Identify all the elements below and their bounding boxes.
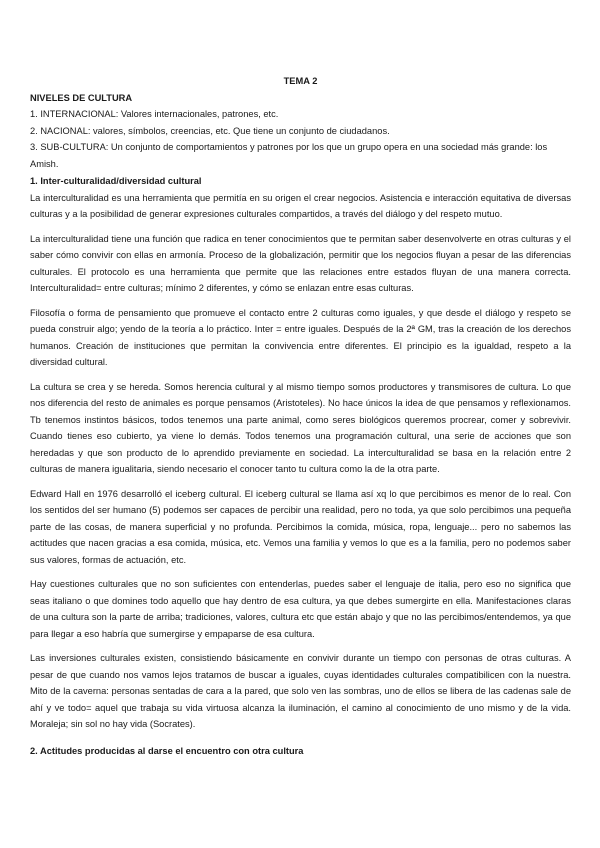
section-heading: NIVELES DE CULTURA: [30, 92, 133, 103]
level-item-national: 2. NACIONAL: valores, símbolos, creencias, etc. Que tiene un conjunto de ciudadanos.: [30, 125, 390, 136]
heading-interculturality: 1. Inter-culturalidad/diversidad cultural: [30, 176, 202, 186]
paragraph: La cultura se crea y se hereda. Somos herencia cultural y al mismo tiempo somos productores y transmisores de cultura. Lo que nos diferencia del resto de animales es porque pensamos (Aristoteles). No hace únicos la idea de que pensamos y reflexionamos. Tb tenemos instintos básicos, todos tenemos una parte animal, como seres biológicos queremos procrear, comer y sobrevivir. Cuando tienes eso cubierto, ya viene lo demás. Todos tenemos una programación cultural, una serie de acciones que son heredadas y que son producto de lo aprendido previamente en sociedad. La interculturalidad se basa en la relación entre 2 culturas de manera igualitaria, siendo necesario el conocer tanto tu cultura como la de la otra parte.: [30, 381, 571, 474]
paragraph: La interculturalidad es una herramienta que permitía en su origen el crear negocios. Asistencia e interacción equitativa de diversas culturas y a la posibilidad de generar expresiones culturales compartidos, a través del diálogo y del respeto mutuo.: [30, 192, 571, 219]
level-item-subculture: 3. SUB-CULTURA: Un conjunto de comportamientos y patrones por los que un grupo opera en una sociedad más grande: los Amish.: [30, 142, 548, 169]
document-page: [30, 73, 571, 759]
paragraph: Filosofía o forma de pensamiento que promueve el contacto entre 2 culturas como iguales, y que desde el diálogo y respeto se pueda construir algo; yendo de la teoría a lo práctico. Inter = entre iguales. Después de la 2ª GM, tras la creación de los derechos humanos. Creación de instituciones que permitan la convivencia entre diferentes. El principio es la igualdad, respeto a la diversidad cultural.: [30, 307, 571, 367]
level-item-international: 1. INTERNACIONAL: Valores internacionales, patrones, etc.: [30, 109, 279, 119]
heading-attitudes: 2. Actitudes producidas al darse el encuentro con otra cultura: [30, 745, 304, 756]
document-title: TEMA 2: [283, 76, 318, 86]
paragraph: Las inversiones culturales existen, consistiendo básicamente en convivir durante un tiempo con personas de otras culturas. A pesar de que cuando nos vamos lejos tratamos de buscar a iguales, cuyas identidades culturales compatibilicen con la nuestra. Mito de la caverna: personas sentadas de cara a la pared, que solo ven las sombras, uno de ellos se libera de las cadenas sale de ahí y ve todo= aquel que trabaja su vida virtuosa alcanza la iluminación, el camino al conocimiento de uno mismo y de la vida. Moraleja; sin sol no hay vida (Socrates).: [30, 653, 571, 729]
paragraph: Hay cuestiones culturales que no son suficientes con entenderlas, puedes saber el lenguaje de italia, pero eso no significa que seas italiano o que domines todo aquello que hay dentro de esa cultura, ya que debes sumergirte en ella. Manifestaciones claras de una cultura son la parte de arriba; tradiciones, valores, cultura etc que están abajo y que no las percibimos/entendemos, ya que para llegar a eso habría que sumergirse y empaparse de esa cultura.: [30, 579, 571, 639]
paragraph: La interculturalidad tiene una función que radica en tener conocimientos que te permitan saber desenvolverte en otras culturas y el saber cómo convivir con ellas en armonía. Proceso de la globalización, permitir que los negocios fluyan a pesar de las diferencias culturales. El protocolo es una herramienta que permite que las relaciones entre estados fluyan de una manera correcta. Interculturalidad= entre culturas; mínimo 2 diferentes, y cómo se enlazan entre esas culturas.: [30, 233, 571, 293]
paragraph: Edward Hall en 1976 desarrolló el iceberg cultural. El iceberg cultural se llama así xq lo que percibimos es menor de lo real. Con los sentidos del ser humano (5) podemos ser capaces de percibir una realidad, pero no toda, ya que solo percibimos una pequeña parte de las cosas, de manera superficial y no profunda. Percibimos la comida, música, ropa, lenguaje... pero no sabemos las actitudes que nacen gracias a esa comida, música, etc. Vemos una familia y vemos lo que es a la familia, pero no podemos saber sus valores, formas de actuación, etc.: [30, 488, 571, 565]
